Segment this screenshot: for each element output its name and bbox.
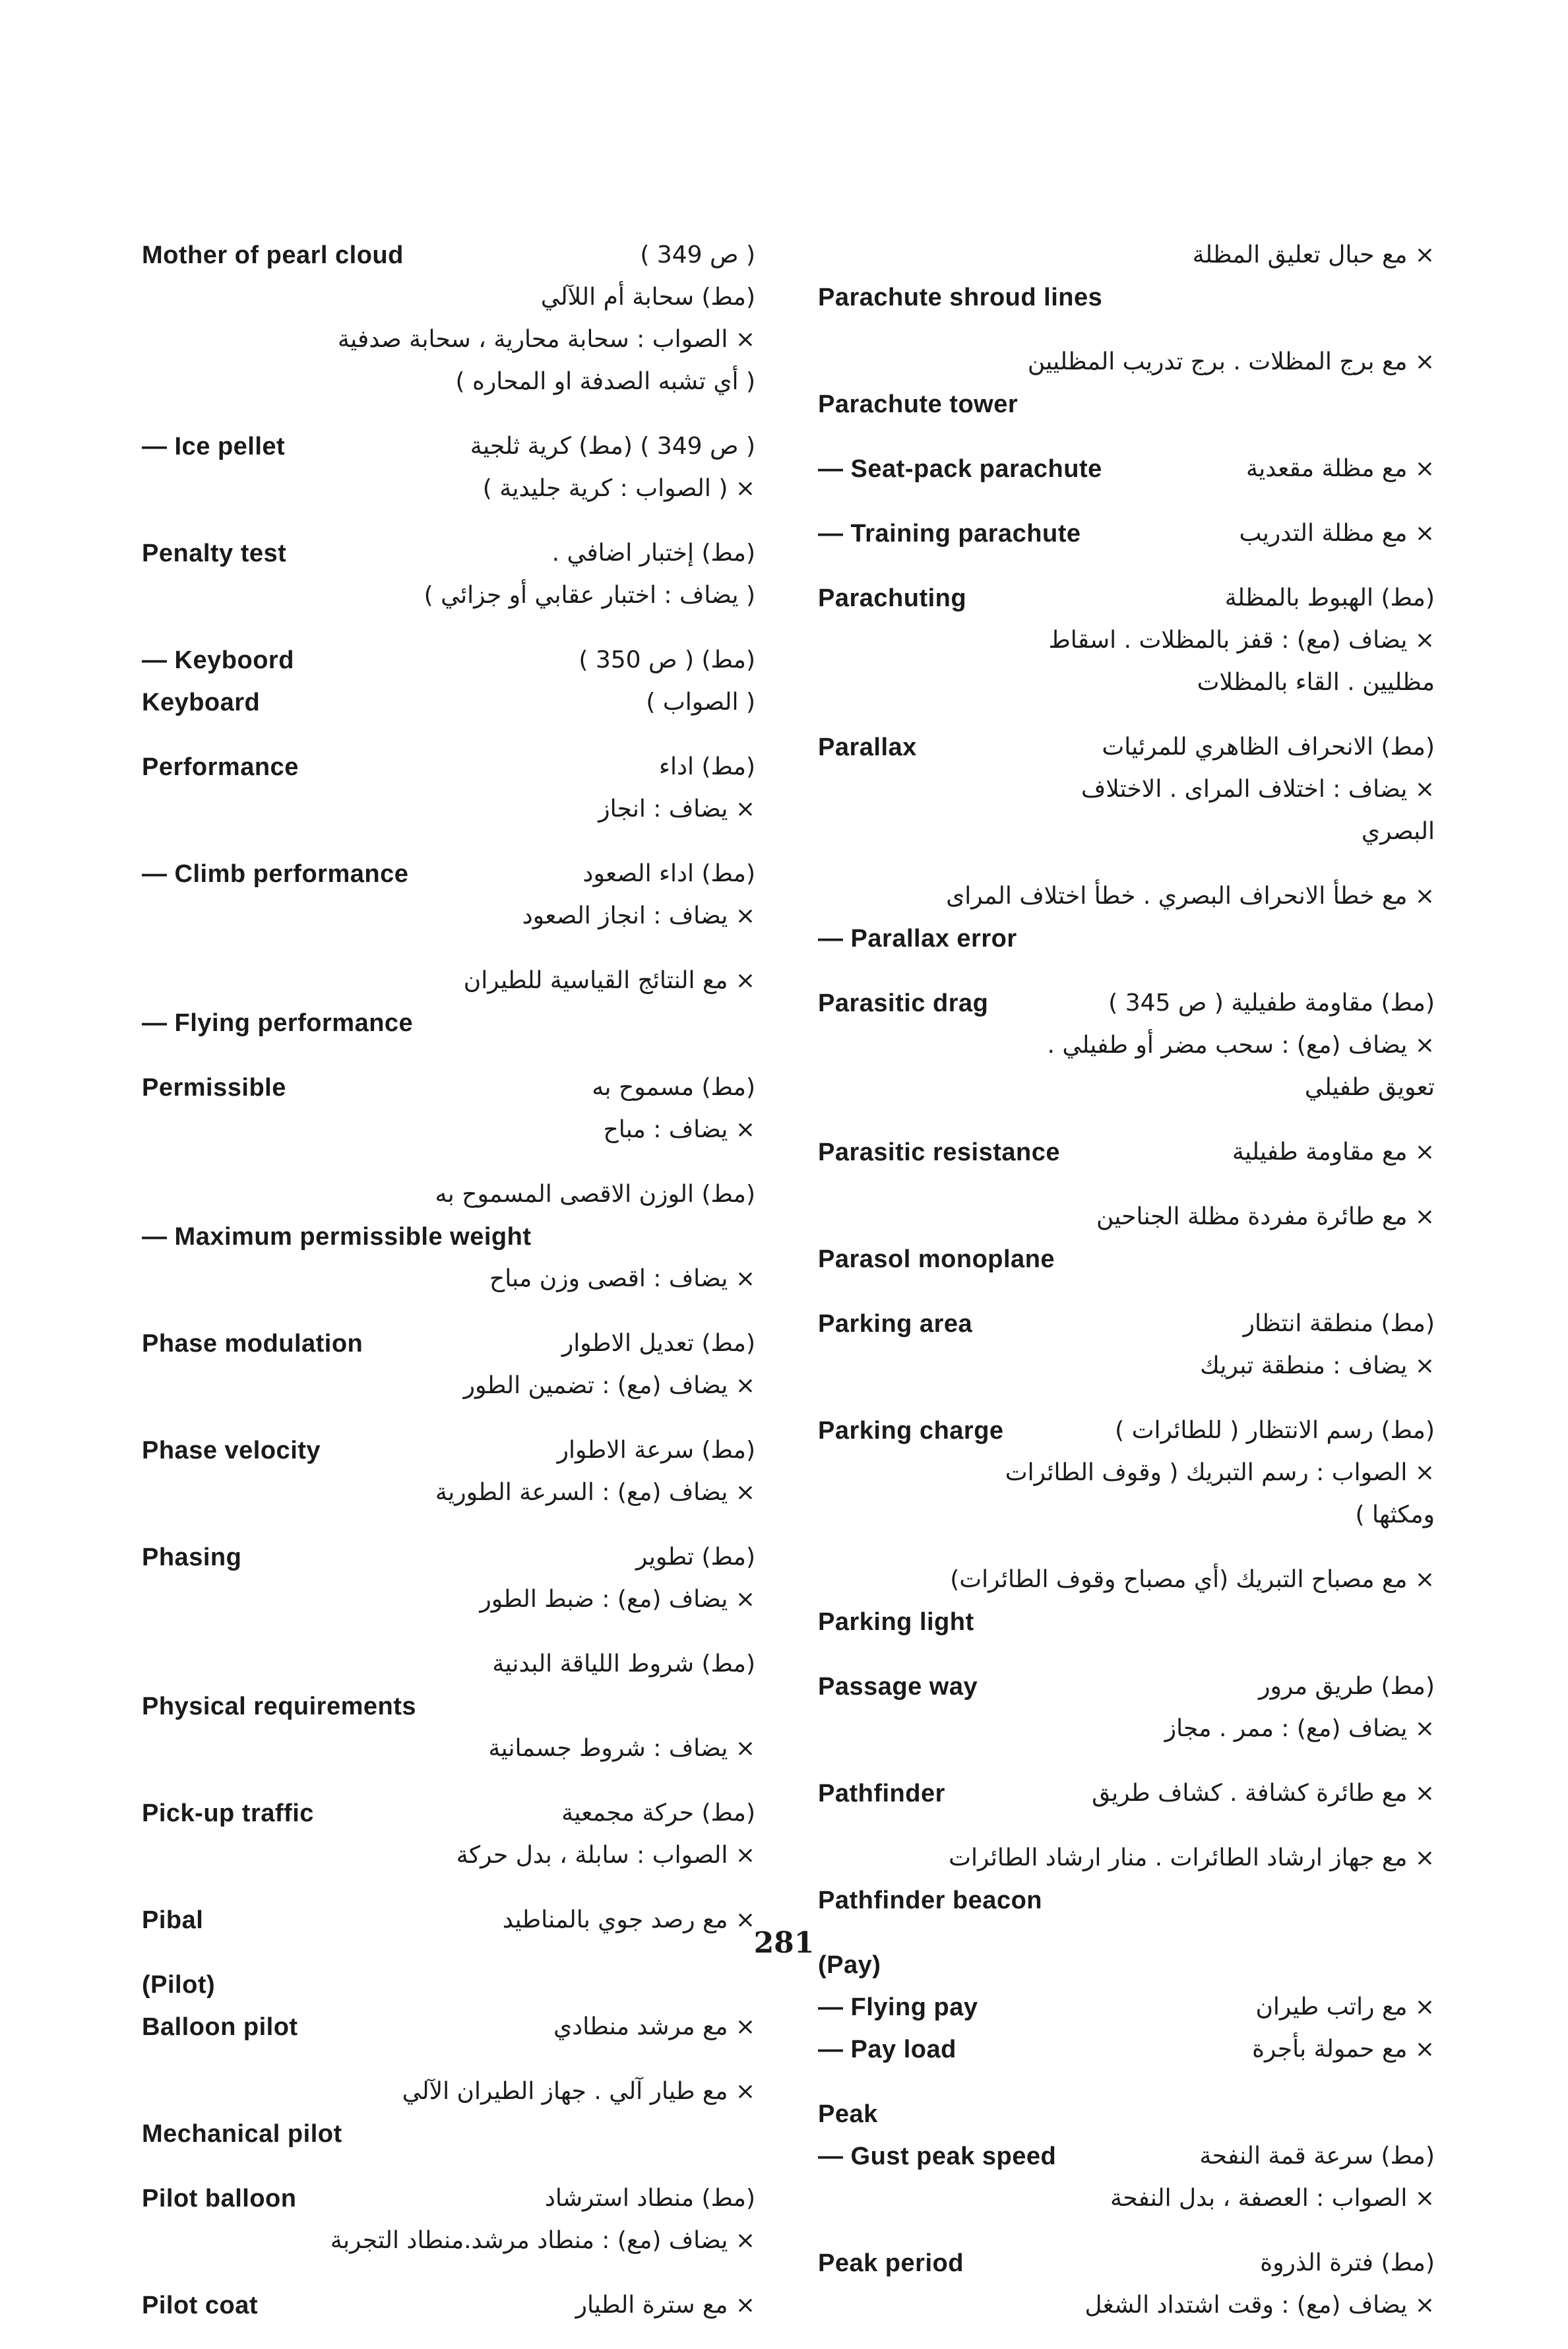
arabic-definition: × يضاف (مع) : سحب مضر أو طفيلي .	[1047, 1032, 1435, 1059]
arabic-definition: × الصواب : العصفة ، بدل النفحة	[1110, 2185, 1435, 2212]
english-term: Phasing	[142, 1544, 242, 1571]
entry-line	[142, 639, 755, 681]
dictionary-entry	[818, 1131, 1435, 1174]
arabic-definition: (مط) طريق مرور	[1259, 1673, 1435, 1700]
arabic-definition: (مط) الوزن الاقصى المسموح به	[435, 1181, 755, 1208]
english-term: — Flying performance	[142, 1009, 414, 1037]
arabic-definition: × يضاف : شروط جسمانية	[488, 1735, 755, 1762]
english-term: Permissible	[142, 1074, 286, 1102]
english-term: Peak	[818, 2100, 878, 2128]
dictionary-entry	[142, 1964, 755, 2048]
entry-line	[818, 1410, 1435, 1452]
english-term: — Climb performance	[142, 860, 409, 888]
arabic-definition: (مط) تطوير	[635, 1544, 755, 1571]
dictionary-entry	[142, 960, 755, 1044]
english-term: — Ice pellet	[142, 433, 286, 460]
dictionary-entry	[142, 746, 755, 830]
dictionary-entry	[142, 1174, 755, 1300]
arabic-definition: × مع حمولة بأجرة	[1252, 2036, 1435, 2063]
entry-line	[142, 1834, 755, 1877]
entry-line	[818, 2284, 1435, 2327]
arabic-definition: (مط) منطاد استرشاد	[544, 2185, 755, 2212]
dictionary-entry	[142, 2284, 755, 2327]
entry-line	[142, 319, 755, 361]
english-term: Parasitic resistance	[818, 1139, 1061, 1166]
dictionary-entry	[818, 1944, 1435, 2071]
arabic-definition: × يضاف (مع) : قفز بالمظلات . اسقاط	[1048, 627, 1435, 654]
arabic-definition: (مط) تعديل الاطوار	[561, 1330, 755, 1357]
entry-line	[142, 1429, 755, 1472]
dictionary-entry	[818, 875, 1435, 960]
dictionary-entry	[142, 1643, 755, 1770]
entry-line	[142, 2284, 755, 2327]
arabic-definition: (مط) الانحراف الظاهري للمرئيات	[1102, 734, 1435, 761]
entry-line	[142, 2006, 755, 2048]
arabic-definition: × مع جهاز ارشاد الطائرات . منار ارشاد الطائرات	[949, 1844, 1435, 1871]
entry-line	[142, 468, 755, 510]
entry-line	[818, 1559, 1435, 1601]
entry-line	[818, 1024, 1435, 1067]
english-term: — Gust peak speed	[818, 2143, 1057, 2170]
entry-line	[142, 853, 755, 895]
english-term: Parachute tower	[818, 391, 1019, 418]
entry-line	[142, 2177, 755, 2220]
entry-line	[818, 1666, 1435, 1708]
dictionary-entry	[142, 1067, 755, 1151]
english-term: Penalty test	[142, 540, 287, 567]
entry-line	[818, 1494, 1435, 1536]
dictionary-entry	[818, 1303, 1435, 1387]
entry-line	[818, 2093, 1435, 2135]
entry-line	[142, 681, 755, 724]
english-term: Pibal	[142, 1906, 204, 1934]
english-term: Parasol monoplane	[818, 1245, 1055, 1273]
entry-line	[142, 895, 755, 937]
english-term: Keyboard	[142, 689, 261, 716]
entry-line	[142, 1579, 755, 1621]
arabic-definition: × الصواب : رسم التبريك ( وقوف الطائرات	[1005, 1459, 1435, 1486]
entry-line	[818, 875, 1435, 918]
entry-line	[818, 448, 1435, 490]
english-term: Pathfinder	[818, 1780, 945, 1807]
english-term: Parking charge	[818, 1417, 1004, 1445]
dictionary-entry	[142, 1792, 755, 1877]
left-column	[142, 234, 755, 2349]
entry-line	[818, 234, 1435, 276]
dictionary-entry	[142, 532, 755, 617]
entry-line	[142, 746, 755, 788]
entry-line	[818, 1303, 1435, 1345]
entry-line	[142, 1323, 755, 1365]
entry-line	[818, 2177, 1435, 2220]
entry-line	[142, 1365, 755, 1407]
entry-line	[818, 1196, 1435, 1238]
arabic-definition: × يضاف (مع) : السرعة الطورية	[435, 1479, 755, 1506]
arabic-definition: (مط) مسموح به	[592, 1074, 755, 1101]
arabic-definition: × يضاف : انجاز الصعود	[522, 902, 755, 929]
entry-line	[142, 1109, 755, 1151]
entry-line	[818, 1601, 1435, 1643]
arabic-definition: × ( الصواب : كرية جليدية )	[482, 475, 755, 502]
english-term: — Maximum permissible weight	[142, 1223, 532, 1251]
entry-line	[818, 1837, 1435, 1879]
english-term: Parallax	[818, 734, 917, 761]
dictionary-entry	[818, 2093, 1435, 2220]
english-term: Performance	[142, 753, 299, 781]
english-term: Peak period	[818, 2249, 964, 2277]
english-term: Pathfinder beacon	[818, 1887, 1042, 1914]
english-term: — Flying pay	[818, 1993, 978, 2021]
arabic-definition: × يضاف : منطقة تبريك	[1200, 1352, 1435, 1379]
english-term: Phase modulation	[142, 1330, 363, 1358]
dictionary-entry	[142, 2177, 755, 2262]
arabic-definition: (مط) اداء الصعود	[582, 860, 755, 887]
entry-line	[818, 918, 1435, 960]
right-column	[818, 234, 1435, 2349]
arabic-definition: (مط) حركة مجمعية	[561, 1800, 755, 1827]
dictionary-entry	[142, 425, 755, 510]
english-term: Physical requirements	[142, 1693, 417, 1720]
entry-line	[818, 1238, 1435, 1280]
entry-line	[818, 662, 1435, 704]
entry-line	[142, 1685, 755, 1728]
arabic-definition: × يضاف : اقصى وزن مباح	[489, 1265, 755, 1292]
entry-line	[142, 1067, 755, 1109]
english-term: — Keyboord	[142, 646, 294, 674]
arabic-definition: × يضاف : اختلاف المراى . الاختلاف	[1081, 776, 1435, 803]
arabic-definition: (مط) منطقة انتظار	[1243, 1310, 1435, 1337]
dictionary-entry	[818, 1666, 1435, 1750]
entry-line	[818, 513, 1435, 555]
entry-line	[818, 1879, 1435, 1922]
dictionary-entry	[142, 639, 755, 724]
entry-line	[142, 361, 755, 403]
entry-line	[142, 1728, 755, 1770]
arabic-definition: × مع حبال تعليق المظلة	[1192, 241, 1435, 268]
dictionary-entry	[818, 1196, 1435, 1280]
entry-line	[818, 1452, 1435, 1494]
english-term: Pilot coat	[142, 2292, 259, 2319]
english-term: Phase velocity	[142, 1437, 321, 1464]
entry-line	[818, 1772, 1435, 1815]
arabic-definition: × يضاف (مع) : منطاد مرشد.منطاد التجربة	[330, 2227, 755, 2254]
arabic-definition: × مع برج المظلات . برج تدريب المظليين	[1027, 348, 1435, 375]
entry-line	[818, 1131, 1435, 1174]
entry-line	[818, 1345, 1435, 1387]
entry-line	[818, 276, 1435, 319]
entry-line	[818, 982, 1435, 1024]
english-term: (Pilot)	[142, 1971, 216, 1999]
arabic-definition: × مع مرشد منطادي	[553, 2013, 755, 2040]
arabic-definition: (مط) رسم الانتظار ( للطائرات )	[1115, 1417, 1435, 1444]
english-term: — Parallax error	[818, 925, 1017, 953]
page-number: 281	[753, 1926, 815, 1960]
dictionary-entry	[142, 853, 755, 937]
arabic-definition: (مط) الهبوط بالمظلة	[1224, 584, 1435, 611]
entry-line	[142, 1174, 755, 1216]
entry-line	[818, 768, 1435, 811]
arabic-definition: (مط) إختبار اضافي .	[551, 540, 755, 567]
dictionary-entry	[142, 1323, 755, 1407]
arabic-definition: × يضاف (مع) : وقت اشتداد الشغل	[1084, 2292, 1435, 2319]
entry-line	[818, 341, 1435, 383]
entry-line	[818, 1708, 1435, 1750]
dictionary-entry	[818, 1837, 1435, 1922]
entry-line	[818, 2242, 1435, 2284]
arabic-definition: × مع طائرة مفردة مظلة الجناحين	[1096, 1203, 1435, 1230]
dictionary-entry	[142, 1536, 755, 1621]
arabic-definition: × مع طائرة كشافة . كشاف طريق	[1092, 1780, 1435, 1807]
dictionary-entry	[142, 234, 755, 403]
arabic-definition: ومكثها )	[1355, 1501, 1435, 1528]
entry-line	[818, 1067, 1435, 1109]
entry-line	[142, 2071, 755, 2113]
dictionary-entry	[818, 982, 1435, 1109]
arabic-definition: × يضاف (مع) : ضبط الطور	[480, 1586, 755, 1613]
arabic-definition: × مع خطأ الانحراف البصري . خطأ اختلاف المراى	[946, 883, 1435, 910]
entry-line	[142, 532, 755, 575]
entry-line	[818, 1986, 1435, 2028]
english-term: Mother of pearl cloud	[142, 241, 404, 269]
arabic-definition: × مع رصد جوي بالمناطيد	[502, 1906, 755, 1933]
arabic-definition: × مع مظلة التدريب	[1239, 520, 1435, 547]
dictionary-entry	[818, 577, 1435, 704]
arabic-definition: × الصواب : سحابة محارية ، سحابة صدفية	[337, 326, 755, 353]
english-term: — Training parachute	[818, 520, 1081, 548]
english-term: Pick-up traffic	[142, 1800, 314, 1827]
arabic-definition: × مع سترة الطيار	[575, 2292, 755, 2319]
entry-line	[818, 811, 1435, 853]
arabic-definition: ( الصواب )	[646, 689, 755, 716]
arabic-definition: ( يضاف : اختبار عقابي أو جزائي )	[423, 582, 755, 609]
entry-line	[142, 2220, 755, 2262]
entry-line	[818, 383, 1435, 425]
arabic-definition: (مط) فترة الذروة	[1260, 2249, 1435, 2276]
english-term: Parking light	[818, 1608, 974, 1636]
entry-line	[818, 619, 1435, 662]
entry-line	[142, 788, 755, 830]
dictionary-entry	[142, 1429, 755, 1514]
arabic-definition: (مط) ( ص 350 )	[579, 646, 755, 673]
arabic-definition: × يضاف : مباح	[603, 1116, 755, 1143]
arabic-definition: ( أي تشبه الصدفة او المحاره )	[455, 368, 755, 395]
arabic-definition: × مع راتب طيران	[1255, 1993, 1435, 2020]
entry-line	[142, 1472, 755, 1514]
english-term: Parasitic drag	[818, 989, 989, 1017]
dictionary-entry	[818, 1410, 1435, 1536]
english-term: Pilot balloon	[142, 2185, 297, 2212]
dictionary-entry	[818, 1559, 1435, 1643]
entry-line	[142, 960, 755, 1002]
arabic-definition: × مع مظلة مقعدية	[1245, 455, 1435, 482]
english-term: Parachuting	[818, 584, 967, 612]
arabic-definition: (مط) اداء	[659, 753, 755, 780]
arabic-definition: (مط) شروط اللياقة البدنية	[492, 1650, 755, 1677]
arabic-definition: (مط) مقاومة طفيلية ( ص 345 )	[1108, 989, 1435, 1017]
arabic-definition: (مط) سرعة الاطوار	[557, 1437, 755, 1464]
english-term: Balloon pilot	[142, 2013, 298, 2041]
arabic-definition: (مط) سرعة قمة النفحة	[1199, 2143, 1435, 2170]
english-term: Parachute shroud lines	[818, 284, 1103, 311]
english-term: — Pay load	[818, 2036, 956, 2063]
english-term: Passage way	[818, 1673, 978, 1701]
entry-line	[142, 1002, 755, 1044]
entry-line	[142, 1216, 755, 1258]
arabic-definition: × مع طيار آلي . جهاز الطيران الآلي	[402, 2078, 755, 2105]
arabic-definition: × يضاف (مع) : تضمين الطور	[463, 1372, 755, 1399]
arabic-definition: × الصواب : سابلة ، بدل حركة	[456, 1842, 755, 1869]
dictionary-entry	[818, 726, 1435, 853]
entry-line	[142, 1643, 755, 1685]
english-term: Mechanical pilot	[142, 2120, 342, 2148]
arabic-definition: تعويق طفيلي	[1304, 1074, 1435, 1101]
english-term: — Seat-pack parachute	[818, 455, 1102, 483]
entry-line	[142, 1536, 755, 1579]
entry-line	[142, 575, 755, 617]
english-term: (Pay)	[818, 1951, 881, 1979]
english-term: Parking area	[818, 1310, 973, 1338]
arabic-definition: × مع مقاومة طفيلية	[1232, 1139, 1435, 1166]
arabic-definition: ( ص 349 ) (مط) كرية ثلجية	[470, 433, 755, 460]
entry-line	[142, 2113, 755, 2155]
entry-line	[142, 1964, 755, 2006]
entry-line	[142, 1258, 755, 1300]
dictionary-entry	[818, 234, 1435, 319]
arabic-definition: × يضاف (مع) : ممر . مجاز	[1164, 1715, 1435, 1742]
entry-line	[142, 1792, 755, 1834]
arabic-definition: × مع النتائج القياسية للطيران	[463, 967, 755, 994]
dictionary-entry	[818, 2242, 1435, 2327]
entry-line	[818, 726, 1435, 768]
entry-line	[818, 2028, 1435, 2071]
arabic-definition: ( ص 349 )	[640, 241, 755, 268]
arabic-definition: البصري	[1361, 818, 1435, 845]
entry-line	[142, 234, 755, 276]
dictionary-entry	[818, 513, 1435, 555]
dictionary-entry	[818, 341, 1435, 425]
arabic-definition: × مع مصباح التبريك (أي مصباح وقوف الطائرات)	[950, 1566, 1435, 1593]
arabic-definition: × يضاف : انجاز	[598, 796, 755, 823]
entry-line	[142, 276, 755, 319]
entry-line	[818, 2135, 1435, 2177]
entry-line	[142, 425, 755, 468]
dictionary-entry	[142, 2071, 755, 2155]
arabic-definition: (مط) سحابة أم اللآلي	[540, 284, 755, 311]
dictionary-entry	[818, 1772, 1435, 1815]
arabic-definition: مظليين . القاء بالمظلات	[1197, 669, 1435, 696]
entry-line	[818, 577, 1435, 619]
dictionary-entry	[818, 448, 1435, 490]
